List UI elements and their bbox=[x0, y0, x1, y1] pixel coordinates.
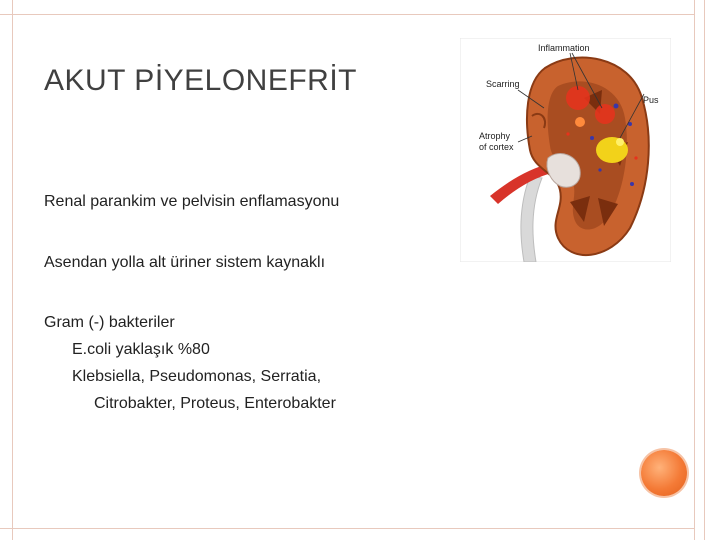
slide-title: AKUT PİYELONEFRİT bbox=[44, 64, 358, 97]
sub-bullet-item: Klebsiella, Pseudomonas, Serratia, bbox=[72, 368, 322, 385]
frame-right-line-2 bbox=[704, 0, 705, 540]
frame-left-line bbox=[12, 0, 13, 540]
sub-bullet-item: Citrobakter, Proteus, Enterobakter bbox=[94, 395, 336, 412]
sub-bullet-item: E.coli yaklaşık %80 bbox=[72, 341, 210, 358]
label-scarring: Scarring bbox=[486, 79, 520, 89]
bullet-item: Renal parankim ve pelvisin enflamasyonu bbox=[44, 193, 340, 210]
decorative-orb bbox=[641, 450, 687, 496]
label-atrophy-line1: Atrophy bbox=[479, 131, 511, 141]
frame-right-line-1 bbox=[694, 0, 695, 540]
label-inflammation: Inflammation bbox=[538, 43, 590, 53]
label-pus: Pus bbox=[643, 95, 659, 105]
label-atrophy-line2: of cortex bbox=[479, 142, 514, 152]
frame-top-line bbox=[0, 14, 695, 15]
bullet-item: Asendan yolla alt üriner sistem kaynaklı bbox=[44, 254, 326, 271]
frame-bottom-line bbox=[0, 528, 695, 529]
kidney-illustration bbox=[460, 38, 671, 262]
bullet-item: Gram (-) bakteriler bbox=[44, 314, 175, 331]
